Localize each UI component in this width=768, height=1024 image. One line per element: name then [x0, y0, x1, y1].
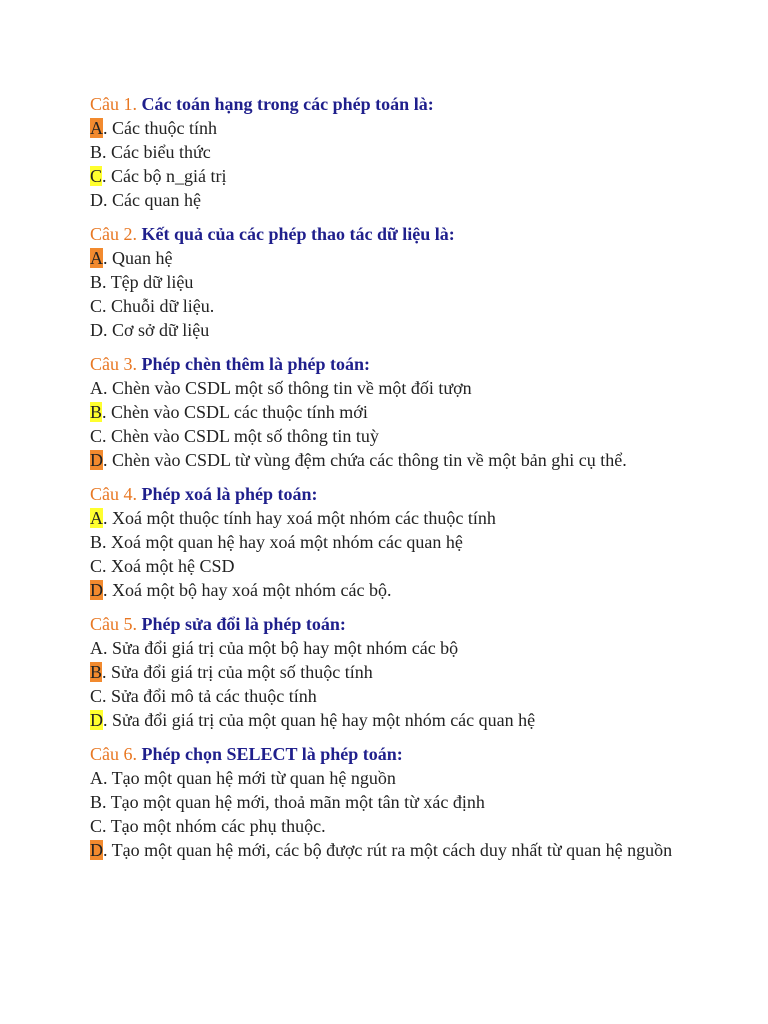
option-letter: B	[90, 272, 103, 292]
question-number: Câu 4.	[90, 484, 137, 504]
option-text: . Chèn vào CSDL một số thông tin về một đối tượn	[103, 378, 472, 398]
highlighted-option-letter: D	[90, 580, 103, 600]
option-text: . Các quan hệ	[103, 190, 201, 210]
question-text: Kết quả của các phép thao tác dữ liệu là:	[141, 224, 455, 244]
option-letter: B	[90, 792, 103, 812]
highlighted-option-letter: B	[90, 662, 103, 682]
answer-option	[90, 448, 690, 472]
answer-option	[90, 660, 690, 684]
option-text: . Chèn vào CSDL một số thông tin tuỳ	[102, 426, 379, 446]
option-letter: C	[90, 686, 103, 706]
question-number: Câu 3.	[90, 354, 137, 374]
answer-option	[90, 530, 690, 554]
question-number: Câu 2.	[90, 224, 137, 244]
option-text: . Tạo một quan hệ mới, các bộ được rút ra một cách duy nhất từ quan hệ nguồn	[103, 840, 673, 860]
question-text: Phép xoá là phép toán:	[141, 484, 318, 504]
question-block	[90, 92, 690, 212]
answer-option	[90, 708, 690, 732]
answer-option	[90, 318, 690, 342]
option-text: . Sửa đổi giá trị của một bộ hay một nhóm các bộ	[103, 638, 459, 658]
option-text: . Xoá một bộ hay xoá một nhóm các bộ.	[103, 580, 392, 600]
option-letter: B	[90, 532, 103, 552]
answer-option	[90, 766, 690, 790]
option-text: . Tệp dữ liệu	[102, 272, 194, 292]
answer-option	[90, 294, 690, 318]
question-heading	[90, 222, 690, 246]
question-heading	[90, 612, 690, 636]
question-block	[90, 612, 690, 732]
option-letter: B	[90, 142, 103, 162]
question-number: Câu 6.	[90, 744, 137, 764]
option-text: . Quan hệ	[103, 248, 173, 268]
highlighted-option-letter: D	[90, 710, 103, 730]
option-text: . Sửa đổi giá trị của một số thuộc tính	[102, 662, 373, 682]
answer-option	[90, 684, 690, 708]
answer-option	[90, 116, 690, 140]
answer-option	[90, 376, 690, 400]
option-letter: C	[90, 556, 103, 576]
option-text: . Các bộ n_giá trị	[102, 166, 227, 186]
answer-option	[90, 140, 690, 164]
option-text: . Các thuộc tính	[103, 118, 217, 138]
option-text: . Chèn vào CSDL từ vùng đệm chứa các thông tin về một bản ghi cụ thể.	[103, 450, 627, 470]
answer-option	[90, 578, 690, 602]
question-block	[90, 742, 690, 862]
option-text: . Xoá một hệ CSD	[102, 556, 235, 576]
option-letter: C	[90, 426, 103, 446]
question-number: Câu 5.	[90, 614, 137, 634]
answer-option	[90, 400, 690, 424]
highlighted-option-letter: A	[90, 248, 103, 268]
question-text: Các toán hạng trong các phép toán là:	[141, 94, 434, 114]
answer-option	[90, 270, 690, 294]
answer-option	[90, 246, 690, 270]
answer-option	[90, 838, 690, 862]
answer-option	[90, 424, 690, 448]
question-text: Phép chọn SELECT là phép toán:	[141, 744, 403, 764]
option-text: . Sửa đổi mô tả các thuộc tính	[102, 686, 317, 706]
answer-option	[90, 790, 690, 814]
option-letter: C	[90, 816, 103, 836]
option-letter: A	[90, 378, 103, 398]
highlighted-option-letter: D	[90, 840, 103, 860]
option-text: . Tạo một nhóm các phụ thuộc.	[102, 816, 326, 836]
question-block	[90, 482, 690, 602]
question-text: Phép chèn thêm là phép toán:	[141, 354, 371, 374]
option-letter: C	[90, 296, 103, 316]
question-heading	[90, 92, 690, 116]
question-block	[90, 352, 690, 472]
option-text: . Chuỗi dữ liệu.	[102, 296, 215, 316]
highlighted-option-letter: B	[90, 402, 103, 422]
highlighted-option-letter: C	[90, 166, 103, 186]
option-text: . Sửa đổi giá trị của một quan hệ hay một nhóm các quan hệ	[103, 710, 536, 730]
option-letter: A	[90, 768, 103, 788]
option-text: . Các biểu thức	[102, 142, 211, 162]
question-text: Phép sửa đổi là phép toán:	[141, 614, 346, 634]
answer-option	[90, 636, 690, 660]
option-text: . Xoá một quan hệ hay xoá một nhóm các quan hệ	[102, 532, 463, 552]
highlighted-option-letter: D	[90, 450, 103, 470]
option-letter: A	[90, 638, 103, 658]
option-letter: D	[90, 320, 103, 340]
highlighted-option-letter: A	[90, 118, 103, 138]
option-text: . Tạo một quan hệ mới từ quan hệ nguồn	[103, 768, 396, 788]
option-text: . Tạo một quan hệ mới, thoả mãn một tân từ xác định	[102, 792, 485, 812]
option-text: . Xoá một thuộc tính hay xoá một nhóm các thuộc tính	[103, 508, 496, 528]
answer-option	[90, 506, 690, 530]
question-list	[90, 92, 690, 872]
answer-option	[90, 164, 690, 188]
answer-option	[90, 814, 690, 838]
answer-option	[90, 554, 690, 578]
question-heading	[90, 742, 690, 766]
option-text: . Chèn vào CSDL các thuộc tính mới	[102, 402, 368, 422]
highlighted-option-letter: A	[90, 508, 103, 528]
question-heading	[90, 482, 690, 506]
question-block	[90, 222, 690, 342]
answer-option	[90, 188, 690, 212]
question-heading	[90, 352, 690, 376]
question-number: Câu 1.	[90, 94, 137, 114]
option-letter: D	[90, 190, 103, 210]
option-text: . Cơ sở dữ liệu	[103, 320, 210, 340]
